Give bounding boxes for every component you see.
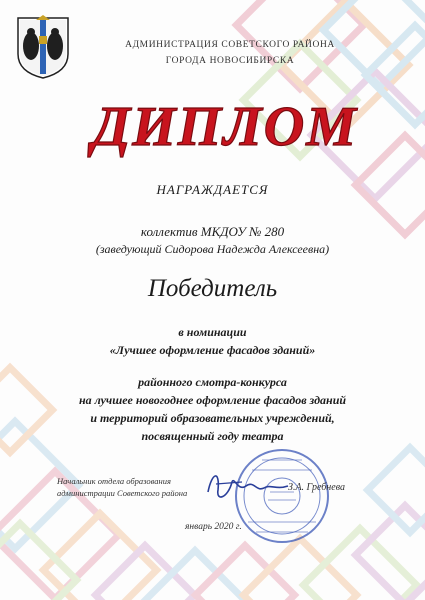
- admin-name-line2: ГОРОДА НОВОСИБИРСКА: [165, 56, 295, 66]
- admin-name-line1: АДМИНИСТРАЦИЯ СОВЕТСКОГО РАЙОНА: [125, 40, 335, 50]
- signatory-position-line1: Начальник отдела образования: [57, 476, 171, 486]
- signatory-position-line2: администрации Советского района: [57, 488, 188, 498]
- recipient-line2: (заведующий Сидорова Надежда Алексеевна): [95, 242, 330, 256]
- contest-line2: на лучшее новогоднее оформление фасадов зданий: [78, 393, 347, 407]
- diploma-title: [60, 90, 390, 160]
- issue-date: январь 2020 г.: [185, 522, 242, 532]
- signatory-name: З.А. Гребнева: [288, 482, 345, 493]
- coat-of-arms-icon: [14, 14, 72, 80]
- contest-line3: и территорий образовательных учреждений,: [90, 411, 335, 425]
- contest-line1: районного смотра-конкурса: [138, 375, 287, 389]
- awarded-heading: НАГРАЖДАЕТСЯ: [156, 182, 269, 197]
- nomination-label: в номинации: [178, 325, 247, 339]
- nomination-name: «Лучшее оформление фасадов зданий»: [109, 343, 316, 357]
- recipient-line1: коллектив МКДОУ № 280: [140, 224, 285, 239]
- diploma-title-text: ДИПЛОМ: [91, 96, 359, 158]
- result-title: Победитель: [147, 275, 278, 302]
- contest-line4: посвященный году театра: [141, 429, 284, 443]
